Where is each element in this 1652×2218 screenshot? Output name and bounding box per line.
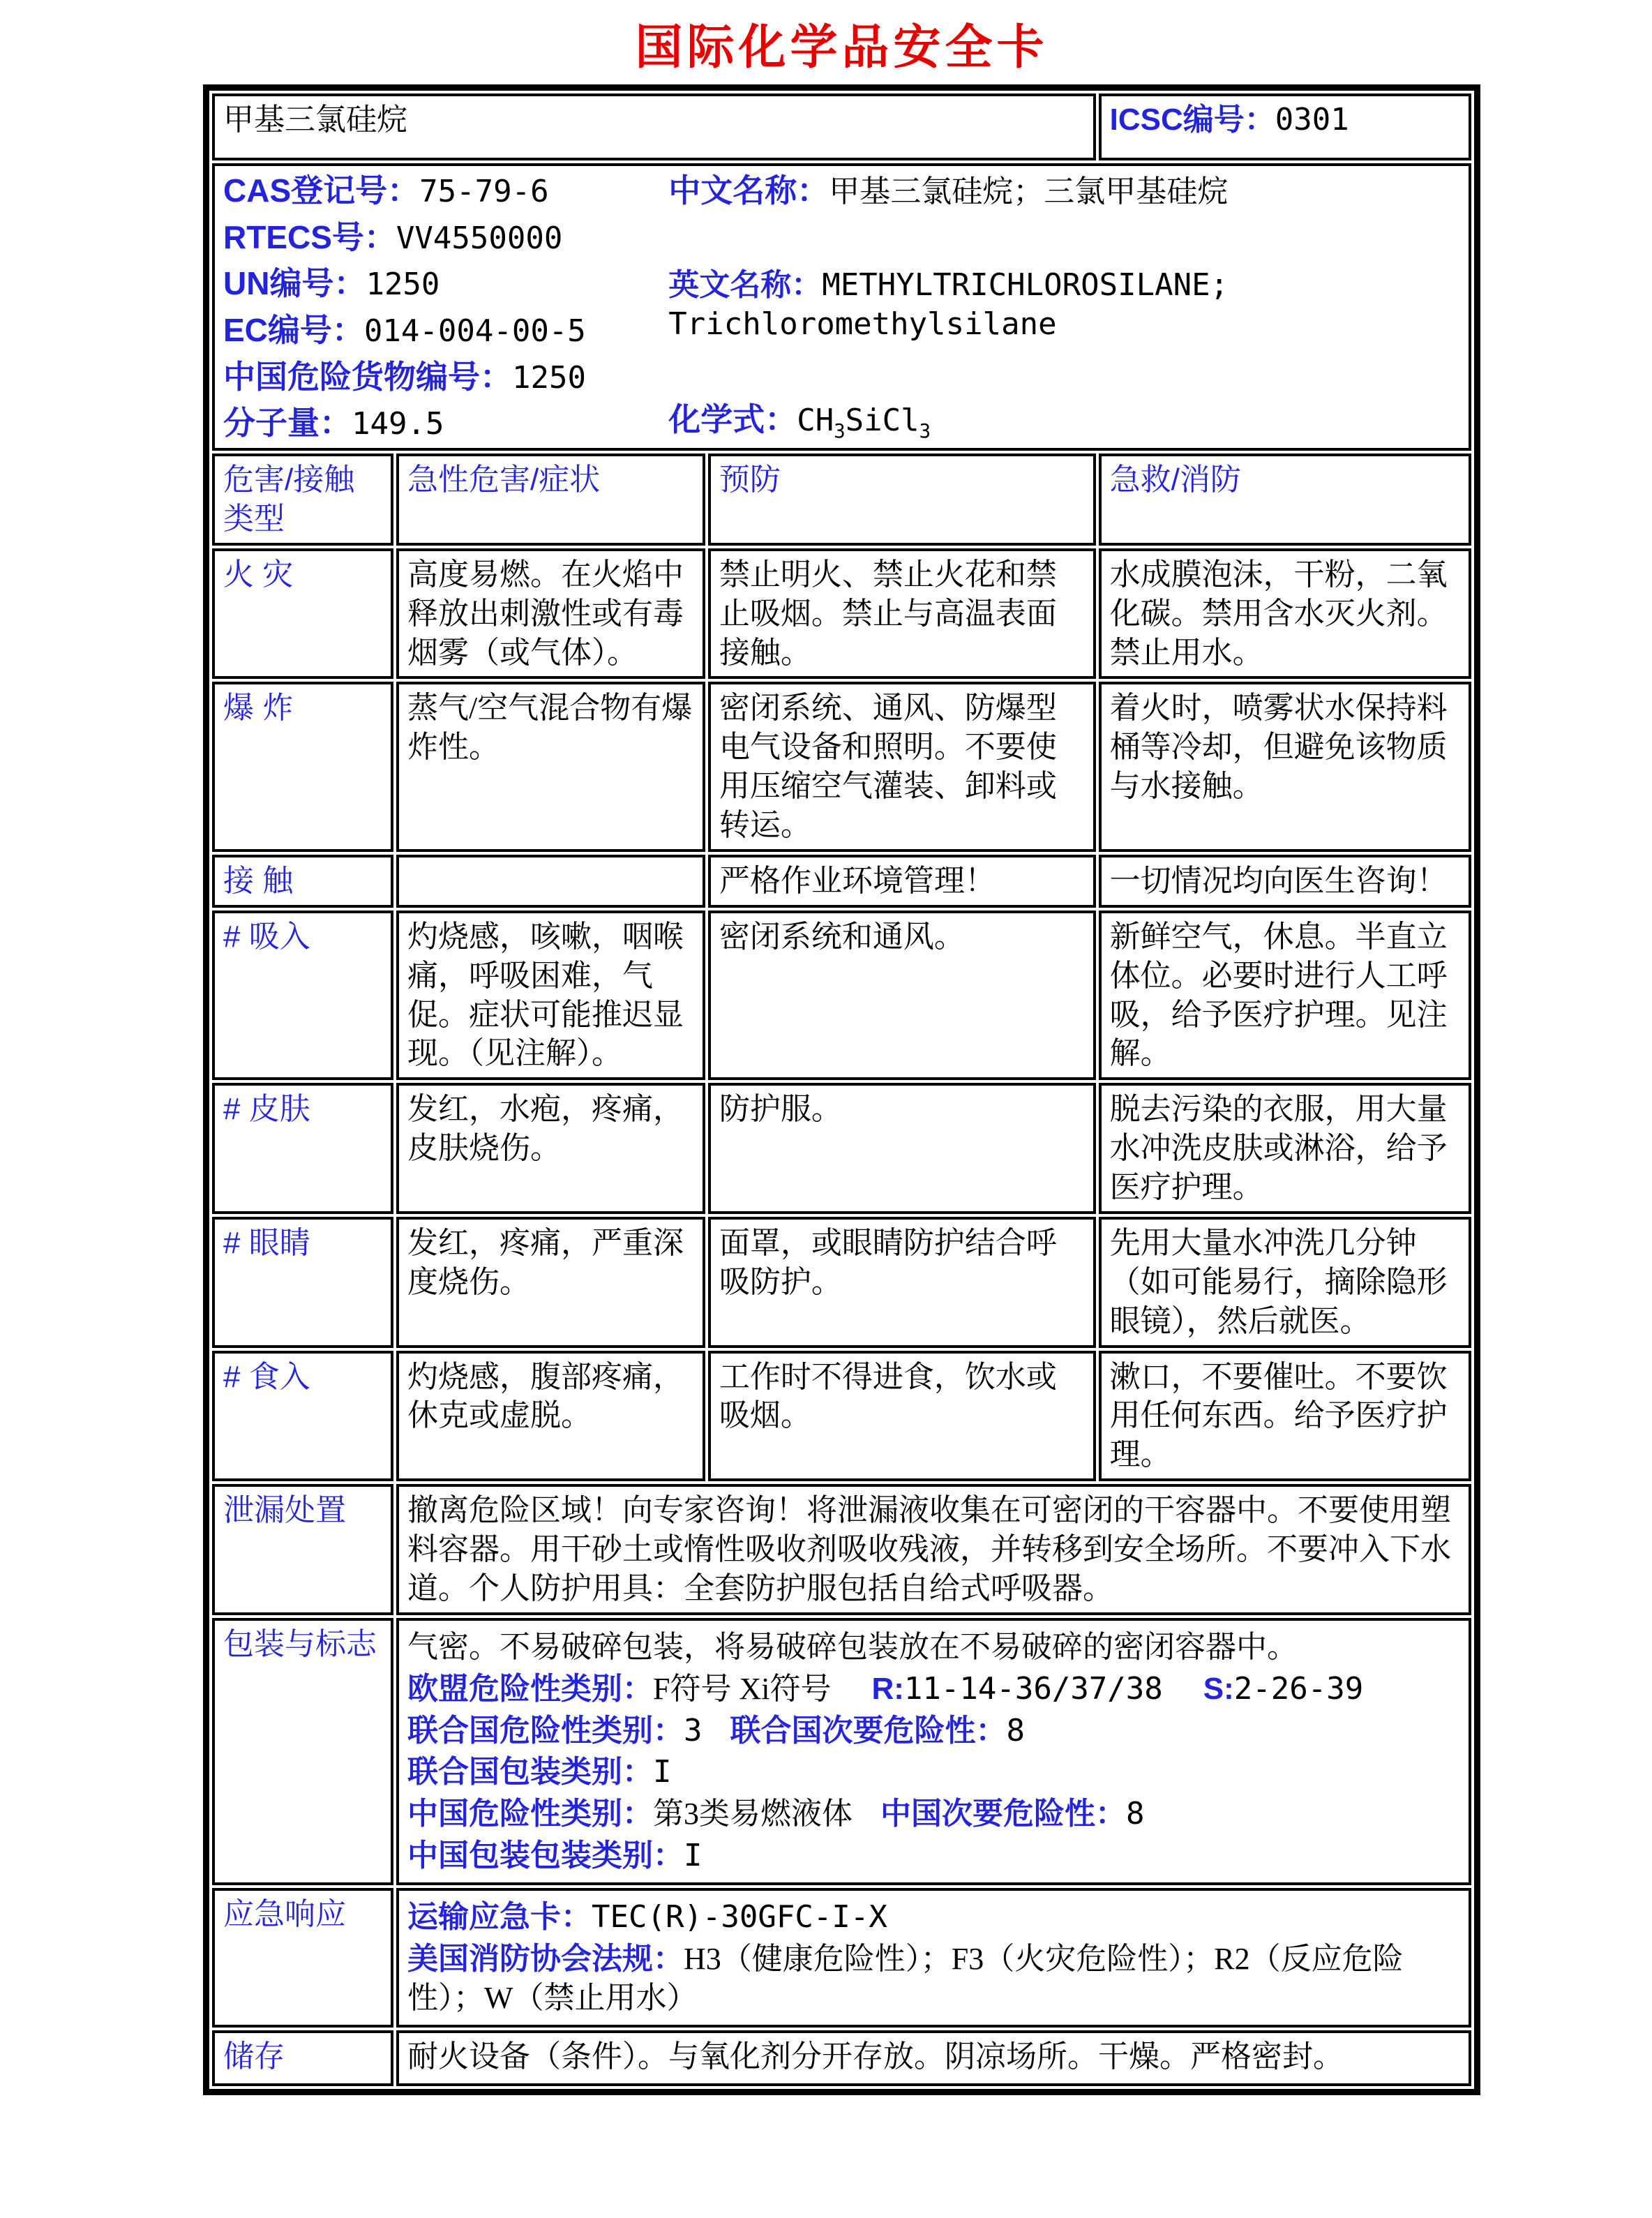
skin-prevention-cell: 防护服。	[708, 1083, 1096, 1214]
packaging-text-cell	[396, 1618, 1471, 1885]
col-header-firstaid: 急救/消防	[1099, 454, 1471, 546]
spill-text-cell: 撤离危险区域！向专家咨询！将泄漏液收集在可密闭的干容器中。不要使用塑料容器。用干砂土或惰性吸收剂吸收残液，并转移到安全场所。不要冲入下水道。个人防护用具：全套防护服包括自给式呼吸器。	[396, 1484, 1471, 1615]
packaging-row	[212, 1618, 1471, 1885]
row-type-ingestion: # 食入	[212, 1351, 393, 1482]
identification-row	[212, 163, 1471, 451]
identification-right-column	[668, 170, 1460, 444]
packaging-eu-line: 欧盟危险性类别：F符号 Xi符号 R:11-14-36/37/38 S:2-26-39	[407, 1670, 1364, 1707]
storage-text-cell: 耐火设备（条件）。与氧化剂分开存放。阴凉场所。干燥。严格密封。	[396, 2030, 1471, 2086]
hazard-row-ingestion	[212, 1351, 1471, 1482]
hazard-row-explosion	[212, 682, 1471, 852]
safety-card	[203, 84, 1480, 2095]
fire-prevention-cell: 禁止明火、禁止火花和禁止吸烟。禁止与高温表面接触。	[708, 548, 1096, 680]
row-type-eyes: # 眼睛	[212, 1217, 393, 1348]
emergency-tec-line: 运输应急卡：TEC(R)-30GFC-I-X	[407, 1899, 887, 1935]
hazard-header-row	[212, 454, 1471, 546]
packaging-un-pack-line: 联合国包装类别：I	[407, 1754, 672, 1790]
spill-row	[212, 1484, 1471, 1615]
ingestion-firstaid-cell: 漱口，不要催吐。不要饮用任何东西。给予医疗护理。	[1099, 1351, 1471, 1482]
hazard-row-eyes	[212, 1217, 1471, 1348]
inhalation-firstaid-cell: 新鲜空气，休息。半直立体位。必要时进行人工呼吸，给予医疗护理。见注解。	[1099, 911, 1471, 1081]
ingestion-prevention-cell: 工作时不得进食，饮水或吸烟。	[708, 1351, 1096, 1482]
contact-firstaid-cell: 一切情况均向医生咨询！	[1099, 855, 1471, 908]
packaging-un-class-line: 联合国危险性类别：3 联合国次要危险性：8	[407, 1712, 1025, 1748]
rtecs-number-label: RTECS号：	[223, 218, 396, 255]
cas-number-label: CAS登记号：	[223, 172, 420, 209]
row-type-skin: # 皮肤	[212, 1083, 393, 1214]
un-number-value: 1250	[366, 267, 440, 303]
row-type-explosion: 爆 炸	[212, 682, 393, 852]
chinese-name-line	[668, 170, 1460, 211]
china-dg-number-line	[223, 357, 668, 398]
explosion-firstaid-cell: 着火时，喷雾状水保持料桶等冷却，但避免该物质与水接触。	[1099, 682, 1471, 852]
ec-number-line	[223, 310, 668, 351]
row-type-fire: 火 灾	[212, 548, 393, 680]
un-number-label: UN编号：	[223, 265, 366, 302]
ec-number-value: 014-004-00-5	[363, 313, 586, 349]
hazard-row-inhalation	[212, 911, 1471, 1081]
ec-number-label: EC编号：	[223, 311, 364, 348]
packaging-row-label: 包装与标志	[212, 1618, 393, 1885]
hazard-row-fire	[212, 548, 1471, 680]
contact-symptoms-cell	[396, 855, 705, 908]
eyes-firstaid-cell: 先用大量水冲洗几分钟（如可能易行，摘除隐形眼镜），然后就医。	[1099, 1217, 1471, 1348]
row-type-contact: 接 触	[212, 855, 393, 908]
cas-number-value: 75-79-6	[419, 174, 549, 209]
identification-cell	[212, 163, 1471, 451]
english-name-value-1: METHYLTRICHLOROSILANE;	[822, 267, 1229, 304]
china-dg-number-label: 中国危险货物编号：	[223, 358, 512, 395]
cas-number-line	[223, 170, 668, 211]
un-number-line	[223, 263, 668, 304]
contact-prevention-cell: 严格作业环境管理！	[708, 855, 1096, 908]
explosion-prevention-cell: 密闭系统、通风、防爆型电气设备和照明。不要使用压缩空气灌装、卸料或转运。	[708, 682, 1096, 852]
rtecs-number-line	[223, 217, 668, 258]
storage-row-label: 储存	[212, 2030, 393, 2086]
icsc-label: ICSC编号：	[1109, 103, 1275, 137]
formula-value: $CH_3SiCl_3$	[797, 402, 931, 442]
english-name-label: 英文名称：	[668, 268, 823, 303]
molecular-weight-value: 149.5	[352, 406, 444, 442]
china-dg-number-value: 1250	[512, 359, 586, 396]
chinese-name-value: 甲基三氯硅烷；三氯甲基硅烷	[829, 174, 1229, 209]
col-header-prevention: 预防	[708, 454, 1096, 546]
english-name-line	[668, 266, 1460, 344]
english-name-value-2: Trichloromethylsilane	[668, 306, 1057, 343]
explosion-symptoms-cell: 蒸气/空气混合物有爆炸性。	[396, 682, 705, 852]
molecular-weight-line	[223, 403, 668, 444]
eyes-prevention-cell: 面罩，或眼睛防护结合呼吸防护。	[708, 1217, 1096, 1348]
substance-name: 甲基三氯硅烷	[212, 93, 1096, 160]
packaging-general-line: 气密。不易破碎包装，将易破碎包装放在不易破碎的密闭容器中。	[407, 1629, 1298, 1664]
formula-line	[668, 399, 1460, 444]
skin-symptoms-cell: 发红，水疱，疼痛，皮肤烧伤。	[396, 1083, 705, 1214]
rtecs-number-value: VV4550000	[396, 220, 563, 256]
inhalation-symptoms-cell: 灼烧感，咳嗽，咽喉痛，呼吸困难，气促。症状可能推迟显现。（见注解）。	[396, 911, 705, 1081]
icsc-number-cell	[1099, 93, 1471, 160]
molecular-weight-label: 分子量：	[223, 405, 352, 442]
emergency-text-cell	[396, 1888, 1471, 2028]
chinese-name-label: 中文名称：	[668, 172, 829, 209]
storage-row	[212, 2030, 1471, 2086]
spill-row-label: 泄漏处置	[212, 1484, 393, 1615]
col-header-hazard-type: 危害/接触 类型	[212, 454, 393, 546]
card-header-row	[212, 93, 1471, 160]
ingestion-symptoms-cell: 灼烧感，腹部疼痛，休克或虚脱。	[396, 1351, 705, 1482]
fire-symptoms-cell: 高度易燃。在火焰中释放出刺激性或有毒烟雾（或气体）。	[396, 548, 705, 680]
page-title: 国际化学品安全卡	[635, 21, 1049, 74]
emergency-row	[212, 1888, 1471, 2028]
col-header-symptoms: 急性危害/症状	[396, 454, 705, 546]
emergency-nfpa-line: 美国消防协会法规：H3（健康危险性）；F3（火灾危险性）；R2（反应危险性）；W（禁止用水）	[407, 1941, 1404, 2015]
packaging-cn-pack-line: 中国包装包装类别：I	[407, 1838, 703, 1874]
formula-label: 化学式：	[668, 400, 797, 437]
hazard-row-skin	[212, 1083, 1471, 1214]
emergency-row-label: 应急响应	[212, 1888, 393, 2028]
packaging-cn-class-line: 中国危险性类别：第3类易燃液体 中国次要危险性：8	[407, 1796, 1145, 1832]
skin-firstaid-cell: 脱去污染的衣服，用大量水冲洗皮肤或淋浴，给予医疗护理。	[1099, 1083, 1471, 1214]
row-type-inhalation: # 吸入	[212, 911, 393, 1081]
identification-left-column	[223, 170, 668, 444]
inhalation-prevention-cell: 密闭系统和通风。	[708, 911, 1096, 1081]
fire-firstaid-cell: 水成膜泡沫，干粉，二氧化碳。禁用含水灭火剂。禁止用水。	[1099, 548, 1471, 680]
eyes-symptoms-cell: 发红，疼痛，严重深度烧伤。	[396, 1217, 705, 1348]
icsc-number: 0301	[1275, 102, 1349, 137]
hazard-row-contact	[212, 855, 1471, 908]
